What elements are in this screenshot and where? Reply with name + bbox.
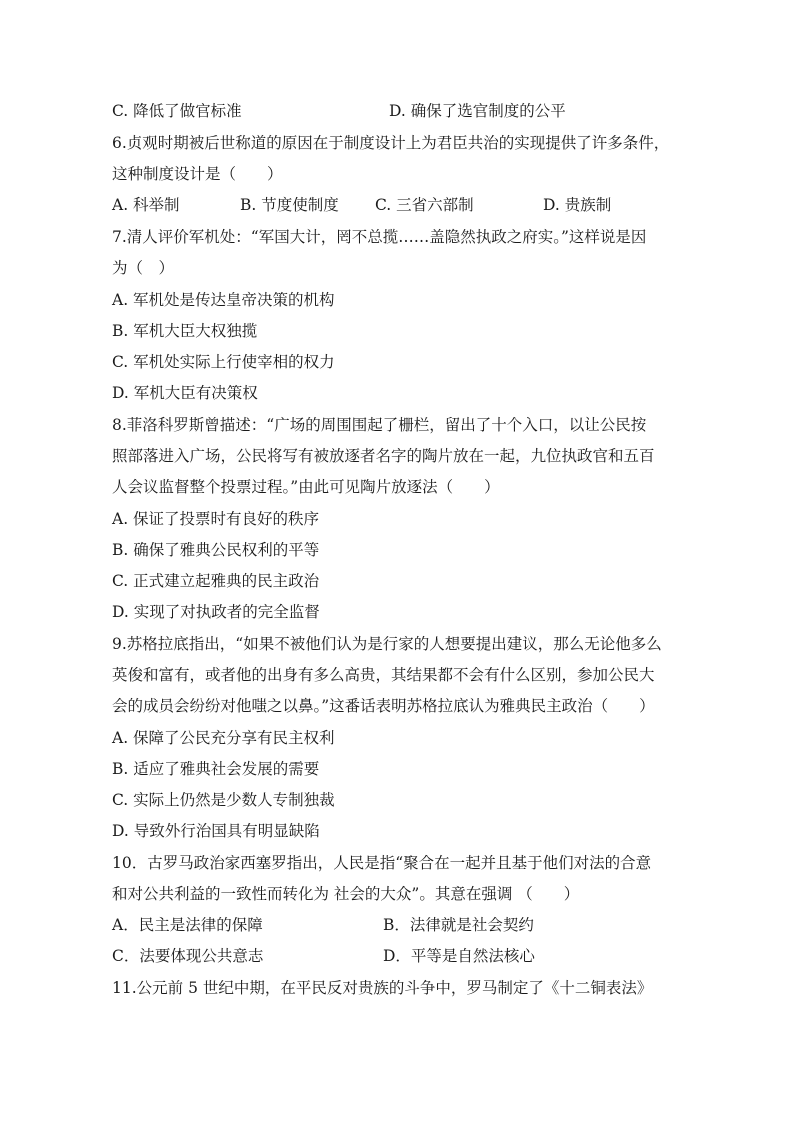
question-6-stem-line-2: 这种制度设计是（ ） bbox=[112, 165, 283, 183]
question-8-stem-line-2: 照部落进入广场，公民将写有被放逐者名字的陶片放在一起，九位执政官和五百 bbox=[112, 447, 655, 465]
question-8-stem-line-3: 人会议监督整个投票过程。”由此可见陶片放逐法（ ） bbox=[112, 478, 500, 496]
option-b[interactable]: B. 节度使制度 bbox=[240, 196, 339, 214]
question-7-option-c[interactable]: C. 军机处实际上行使宰相的权力 bbox=[112, 353, 335, 371]
option-d[interactable]: D. 确保了选官制度的公平 bbox=[389, 102, 566, 120]
question-11-stem-line-1: 11.公元前 5 世纪中期，在平民反对贵族的斗争中，罗马制定了《十二铜表法》 bbox=[112, 979, 653, 997]
question-7-stem-line-2: 为（ ） bbox=[112, 259, 175, 277]
question-8-option-b[interactable]: B. 确保了雅典公民权利的平等 bbox=[112, 541, 320, 559]
question-8-option-c[interactable]: C. 正式建立起雅典的民主政治 bbox=[112, 572, 320, 590]
question-7-stem-line-1: 7.清人评价军机处：“军国大计，罔不总揽……盖隐然执政之府实。”这样说是因 bbox=[112, 228, 647, 246]
question-7-option-d[interactable]: D. 军机大臣有决策权 bbox=[112, 384, 258, 402]
question-10-stem-line-2: 和对公共利益的一致性而转化为 社会的大众”。其意在强调 （ ） bbox=[112, 885, 580, 903]
question-9-stem-line-2: 英俊和富有，或者他的出身有多么高贵，其结果都不会有什么区别，参加公民大 bbox=[112, 666, 655, 684]
question-9-option-d[interactable]: D. 导致外行治国具有明显缺陷 bbox=[112, 822, 320, 840]
option-a[interactable]: A．民主是法律的保障 bbox=[112, 916, 263, 934]
option-c[interactable]: C. 三省六部制 bbox=[375, 196, 474, 214]
option-c[interactable]: C．法要体现公共意志 bbox=[112, 947, 264, 965]
question-9-option-c[interactable]: C. 实际上仍然是少数人专制独裁 bbox=[112, 791, 335, 809]
question-9-stem-line-1: 9.苏格拉底指出，“如果不被他们认为是行家的人想要提出建议，那么无论他多么 bbox=[112, 635, 662, 653]
question-8-option-d[interactable]: D. 实现了对执政者的完全监督 bbox=[112, 603, 320, 621]
option-a[interactable]: A. 科举制 bbox=[112, 196, 180, 214]
question-8-stem-line-1: 8.菲洛科罗斯曾描述：“广场的周围围起了栅栏，留出了十个入口，以让公民按 bbox=[112, 416, 647, 434]
option-b[interactable]: B．法律就是社会契约 bbox=[383, 916, 534, 934]
option-d[interactable]: D．平等是自然法核心 bbox=[383, 947, 535, 965]
question-8-option-a[interactable]: A. 保证了投票时有良好的秩序 bbox=[112, 510, 320, 528]
question-9-option-b[interactable]: B. 适应了雅典社会发展的需要 bbox=[112, 760, 320, 778]
question-6-stem-line-1: 6.贞观时期被后世称道的原因在于制度设计上为君臣共治的实现提供了许多条件， bbox=[112, 134, 670, 152]
question-9-option-a[interactable]: A. 保障了公民充分享有民主权利 bbox=[112, 729, 335, 747]
question-7-option-a[interactable]: A. 军机处是传达皇帝决策的机构 bbox=[112, 291, 335, 309]
option-c[interactable]: C. 降低了做官标准 bbox=[112, 102, 242, 120]
question-9-stem-line-3: 会的成员会纷纷对他嗤之以鼻。”这番话表明苏格拉底认为雅典民主政治（ ） bbox=[112, 697, 655, 715]
question-7-option-b[interactable]: B. 军机大臣大权独揽 bbox=[112, 322, 258, 340]
option-d[interactable]: D. 贵族制 bbox=[543, 196, 612, 214]
question-10-stem-line-1: 10．古罗马政治家西塞罗指出，人民是指“聚合在一起并且基于他们对法的合意 bbox=[112, 854, 652, 872]
